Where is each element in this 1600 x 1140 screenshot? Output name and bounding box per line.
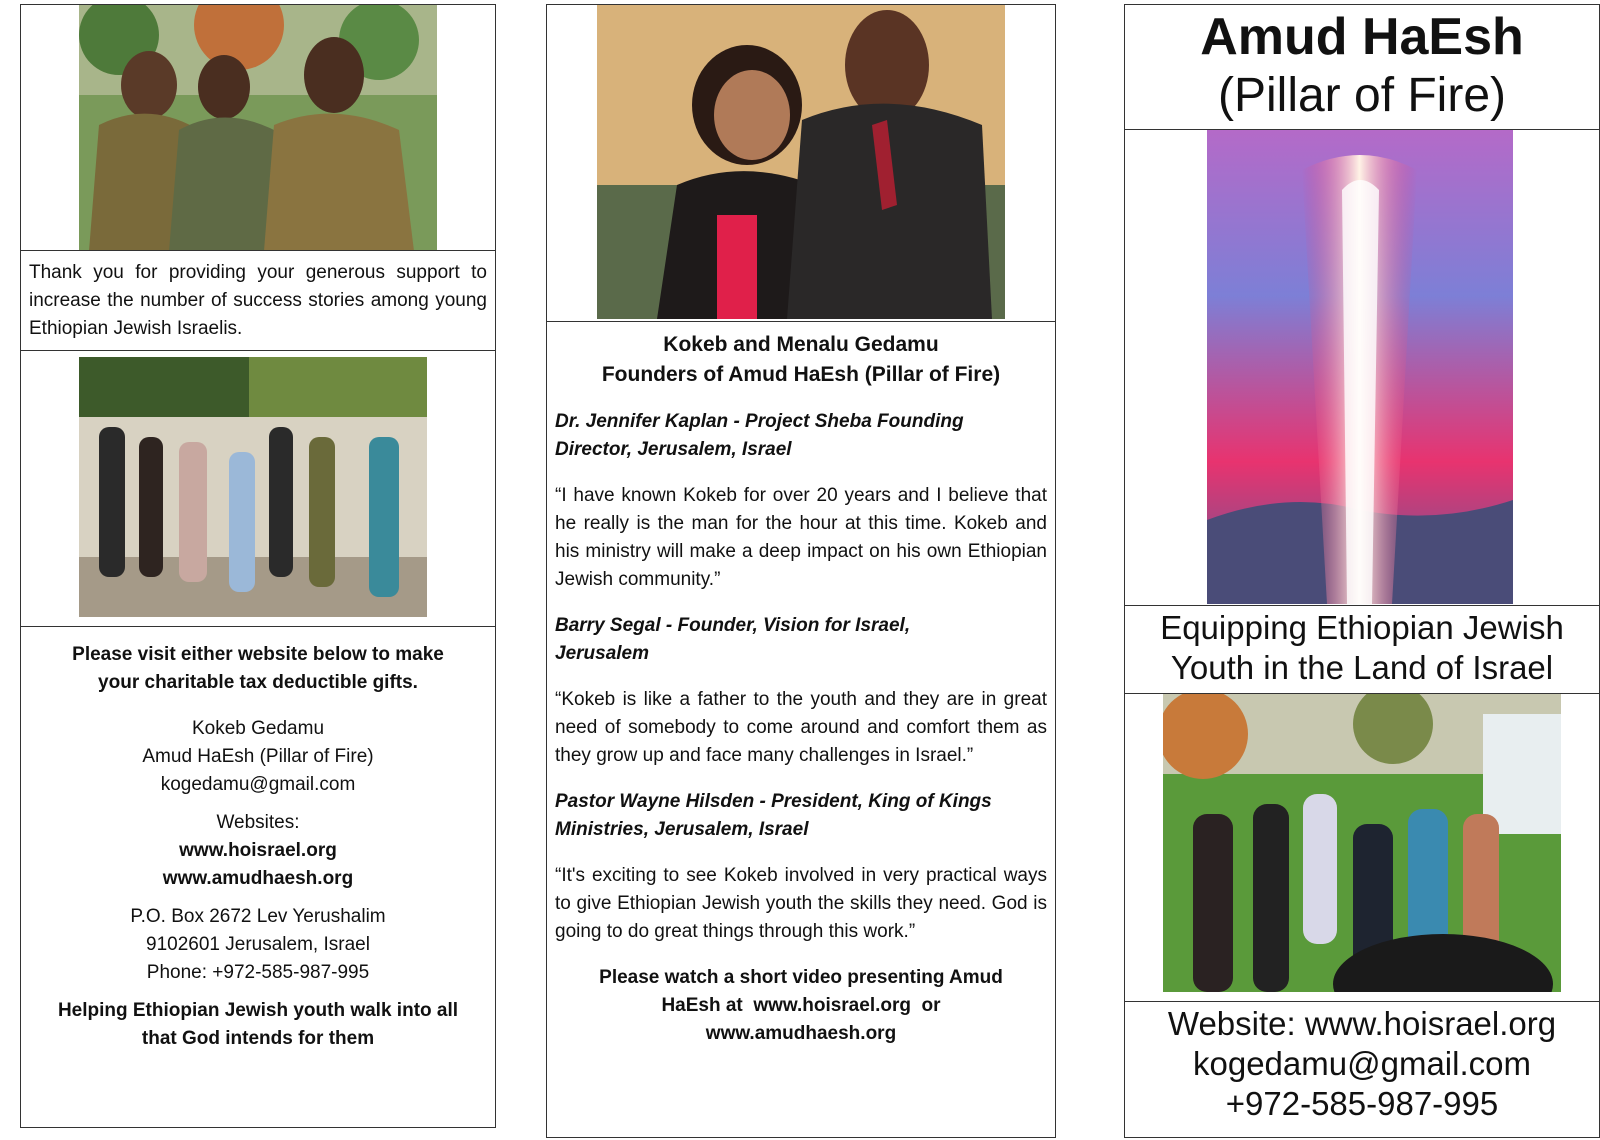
address-line-2: 9102601 Jerusalem, Israel <box>146 934 370 955</box>
left-panel <box>20 4 496 1128</box>
visit-heading: Please visit either website below to make your charitable tax deductible gifts. <box>72 644 444 693</box>
founders-line-1: Kokeb and Menalu Gedamu <box>663 333 939 356</box>
title-sub: (Pillar of Fire) <box>1217 69 1507 122</box>
websites-block <box>31 809 485 893</box>
soldiers-photo <box>79 5 437 251</box>
testimonial-quote: “I have known Kokeb for over 20 years and I believe that he really is the man for the hour at this time. Kokeb and his ministry will make a deep impact on his own Ethiopian Jewish community.” <box>555 485 1047 590</box>
left-photo-cell <box>21 5 495 255</box>
title-main: Amud HaEsh <box>1200 8 1524 66</box>
testimonials-cell <box>547 321 1055 1137</box>
right-website[interactable]: Website: www.hoisrael.org <box>1167 1005 1557 1042</box>
right-email[interactable]: kogedamu@gmail.com <box>1193 1045 1531 1082</box>
thanks-cell <box>21 250 495 350</box>
founders-photo <box>597 5 1005 319</box>
testimonial-author: Pastor Wayne Hilsden - President, King of Kings Ministries, Jerusalem, Israel <box>555 791 992 840</box>
testimonial-author: Barry Segal - Founder, Vision for Israel, Jerusalem <box>555 615 911 664</box>
websites-label: Websites: <box>216 812 300 833</box>
right-contact-cell <box>1125 1001 1599 1137</box>
donation-info-cell <box>21 626 495 1127</box>
middle-panel <box>546 4 1056 1138</box>
tagline-cell <box>1125 605 1599 693</box>
tagline-line-1: Equipping Ethiopian Jewish <box>1160 609 1564 646</box>
youth-group-photo <box>79 357 427 617</box>
video-note: Please watch a short video presenting Amud HaEsh at www.hoisrael.org or www.amudhaesh.org <box>599 967 1009 1044</box>
contact-name: Kokeb Gedamu <box>191 718 325 739</box>
pillar-of-fire-image <box>1207 130 1513 604</box>
founders-photo-cell <box>547 5 1055 321</box>
website-link-2[interactable]: www.amudhaesh.org <box>162 868 354 889</box>
founders-line-2: Founders of Amud HaEsh (Pillar of Fire) <box>601 363 1001 386</box>
fire-image-cell <box>1125 129 1599 605</box>
thanks-text: Thank you for providing your generous support to increase the number of success stories among young Ethiopian Jewish Israelis. <box>29 262 487 339</box>
testimonial-author: Dr. Jennifer Kaplan - Project Sheba Founding Director, Jerusalem, Israel <box>555 411 964 460</box>
title-cell <box>1125 5 1599 129</box>
founders-heading <box>555 330 1047 390</box>
tagline-line-2: Youth in the Land of Israel <box>1170 649 1554 686</box>
address-block <box>31 903 485 987</box>
address-line-1: P.O. Box 2672 Lev Yerushalim <box>130 906 386 927</box>
website-link-1[interactable]: www.hoisrael.org <box>179 840 337 861</box>
right-panel <box>1124 4 1600 1138</box>
right-phone: +972-585-987-995 <box>1225 1085 1499 1122</box>
testimonial-quote: “Kokeb is like a father to the youth and they are in great need of somebody to come around and comfort them as they grow up and face many challenges in Israel.” <box>555 689 1047 766</box>
closing-statement: Helping Ethiopian Jewish youth walk into all that God intends for them <box>57 1000 459 1049</box>
group-photo-cell <box>21 350 495 626</box>
contact-block <box>31 715 485 799</box>
youth-photo-cell <box>1125 693 1599 1001</box>
contact-org: Amud HaEsh (Pillar of Fire) <box>142 746 374 767</box>
phone-number: Phone: +972-585-987-995 <box>146 962 370 983</box>
testimonial-quote: “It's exciting to see Kokeb involved in very practical ways to give Ethiopian Jewish youth the skills they need. God is going to do great things through this work.” <box>555 865 1047 942</box>
youth-gathering-photo <box>1163 694 1561 992</box>
contact-email[interactable]: kogedamu@gmail.com <box>160 774 356 795</box>
